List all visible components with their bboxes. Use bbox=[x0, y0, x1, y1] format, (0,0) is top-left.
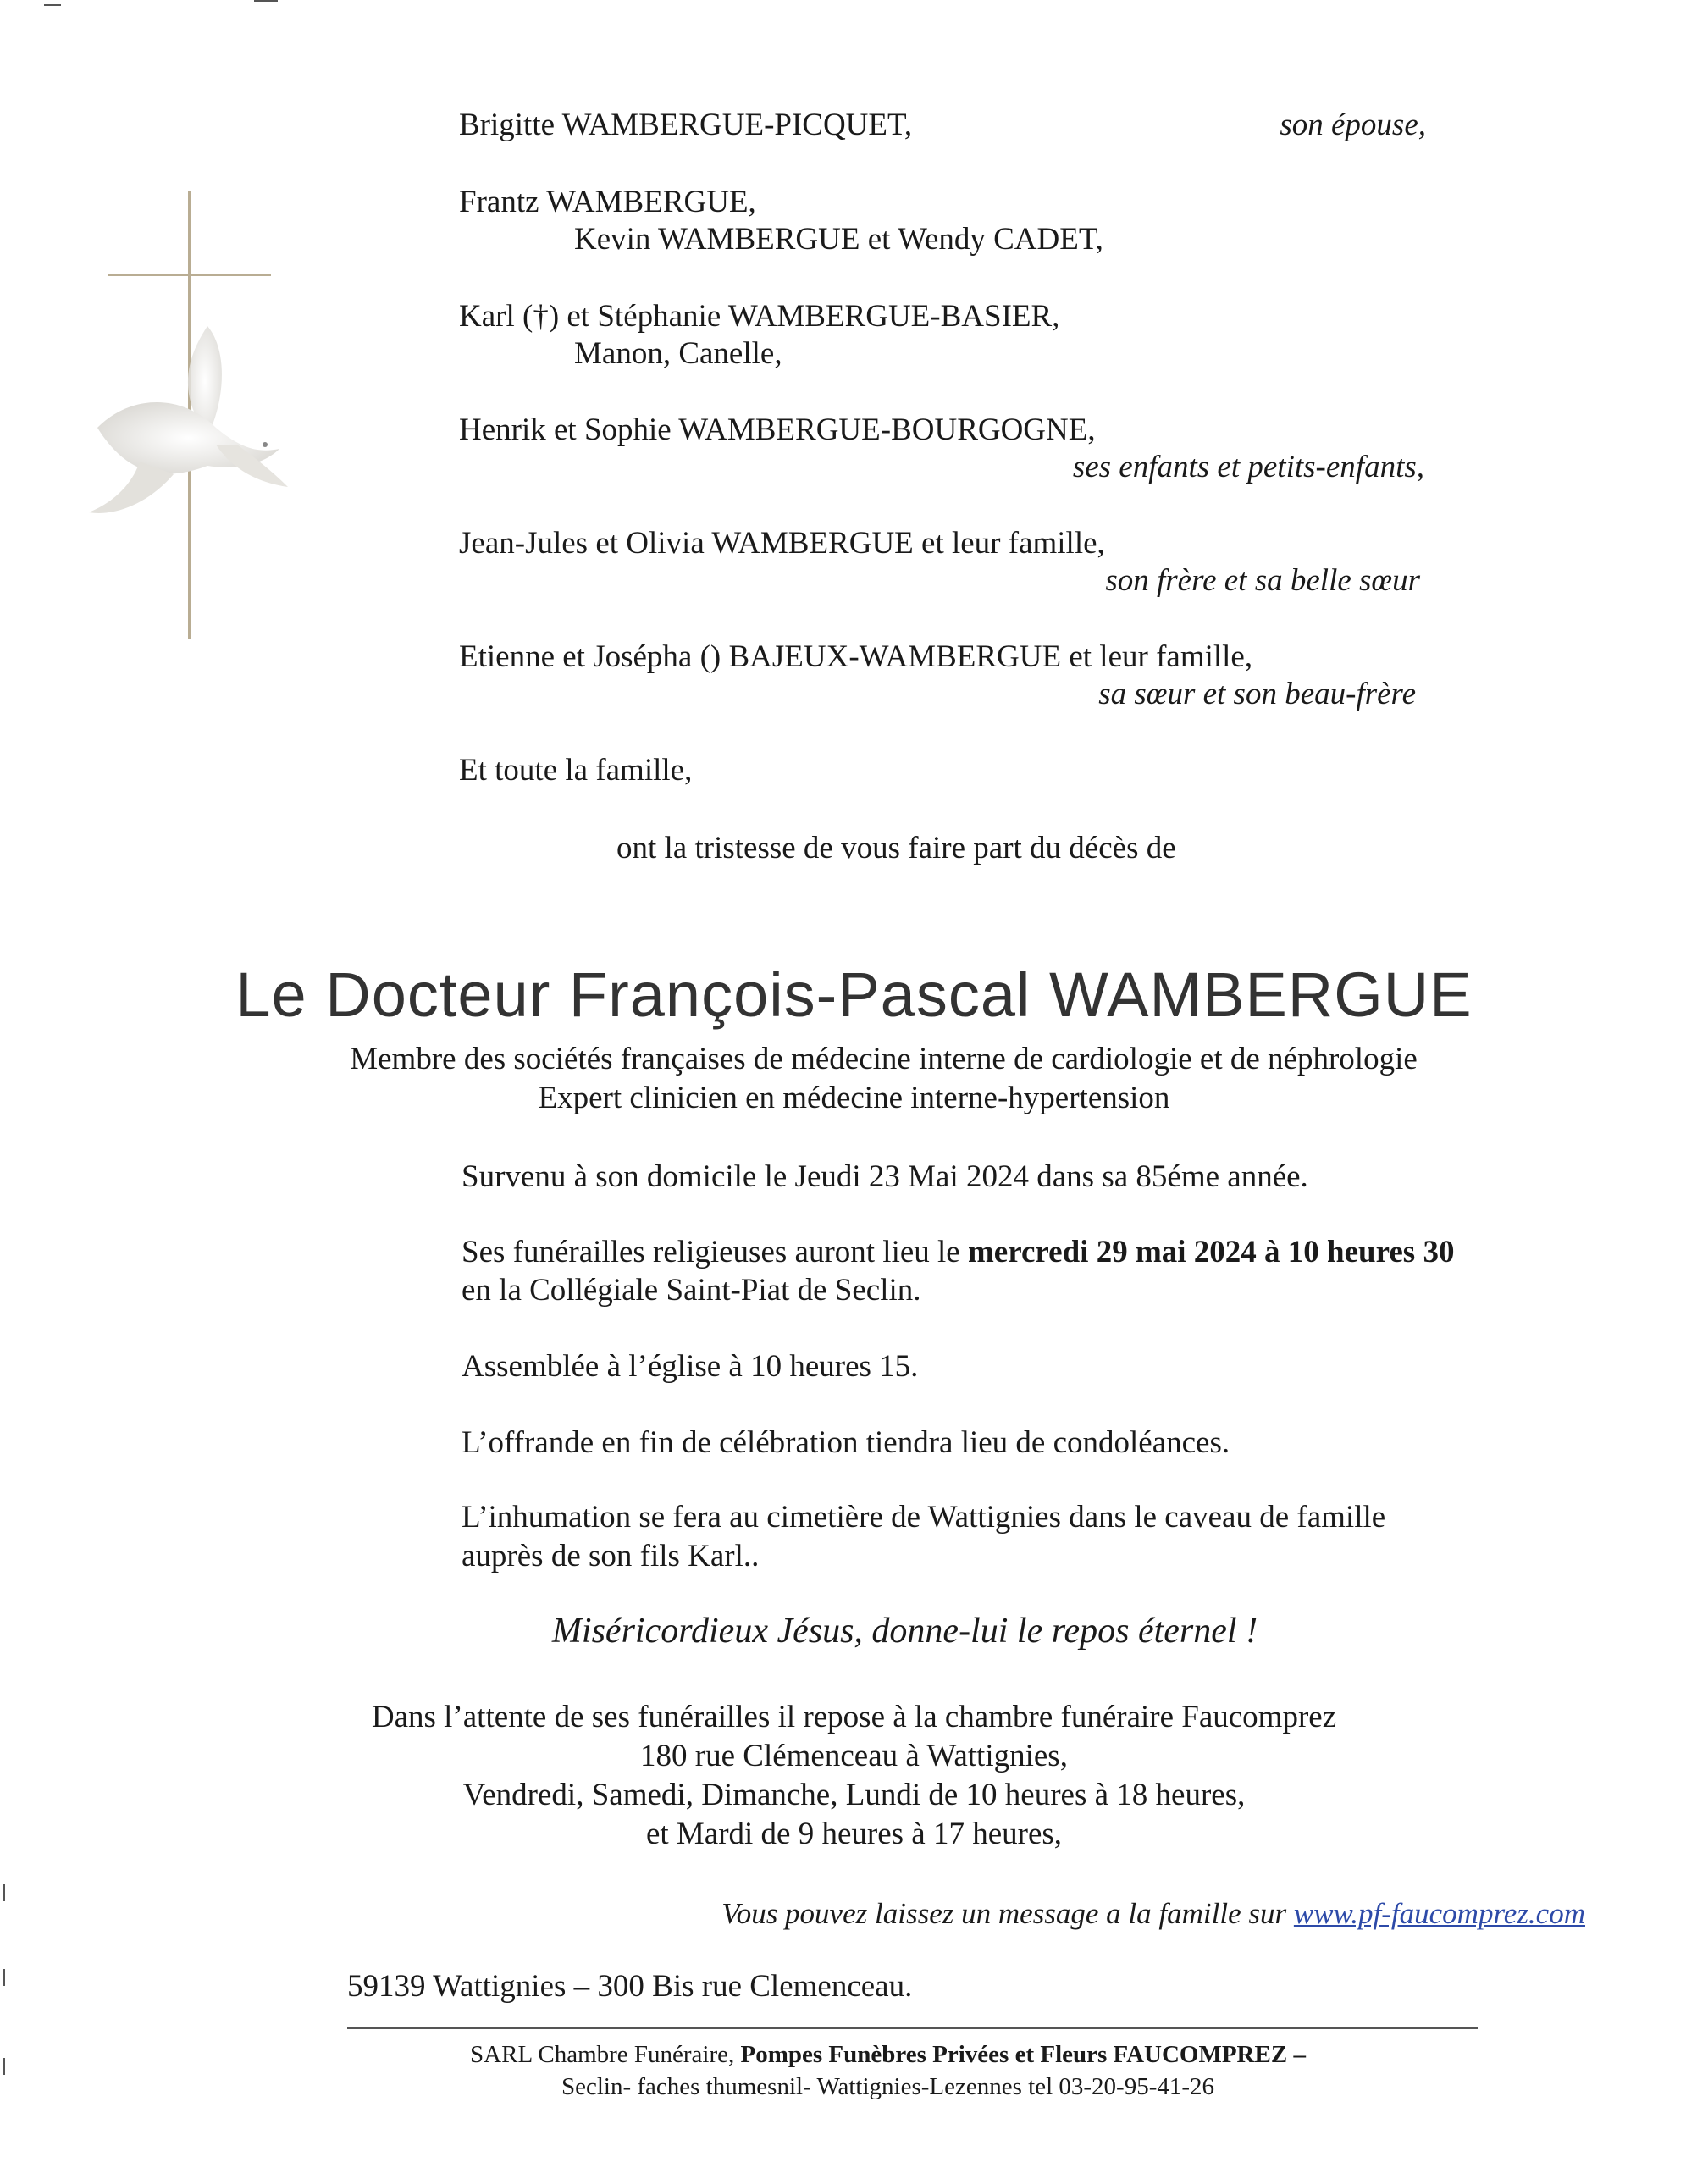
footer-company-name: Pompes Funèbres Privées et Fleurs FAUCOMPREZ – bbox=[740, 2041, 1306, 2068]
deceased-title-2: Expert clinicien en médecine interne-hypertension bbox=[538, 1081, 1170, 1115]
funeral-date: mercredi 29 mai 2024 à 10 heures 30 bbox=[967, 1235, 1455, 1269]
family-member-son: Henrik et Sophie WAMBERGUE-BOURGOGNE, bbox=[459, 412, 1096, 447]
offering-notice: L’offrande en fin de célébration tiendra lieu de condoléances. bbox=[462, 1425, 1230, 1460]
relation-children: ses enfants et petits-enfants, bbox=[1072, 450, 1424, 484]
footer-divider bbox=[347, 2027, 1478, 2029]
rest-line-1: Dans l’attente de ses funérailles il repose à la chambre funéraire Faucomprez bbox=[371, 1700, 1337, 1734]
burial-notice: L’inhumation se fera au cimetière de Wattignies dans le caveau de famille bbox=[462, 1500, 1386, 1535]
funeral-place: en la Collégiale Saint-Piat de Seclin. bbox=[462, 1273, 921, 1308]
family-member-son: Frantz WAMBERGUE, bbox=[459, 185, 756, 219]
scan-mark bbox=[254, 0, 278, 2]
scan-mark bbox=[3, 1969, 5, 1986]
rest-line-2: 180 rue Clémenceau à Wattignies, bbox=[640, 1739, 1068, 1773]
relation-spouse: son épouse, bbox=[1280, 108, 1426, 142]
deceased-title-1: Membre des sociétés françaises de médecine interne de cardiologie et de néphrologie bbox=[350, 1042, 1418, 1076]
family-member-grandchildren: Kevin WAMBERGUE et Wendy CADET, bbox=[574, 222, 1103, 257]
family-member-son: Karl (†) et Stéphanie WAMBERGUE-BASIER, bbox=[459, 299, 1060, 334]
scan-mark bbox=[3, 1884, 5, 1901]
footer-company-prefix: SARL Chambre Funéraire, bbox=[470, 2041, 741, 2068]
assembly-notice: Assemblée à l’église à 10 heures 15. bbox=[462, 1349, 919, 1384]
family-member-brother: Jean-Jules et Olivia WAMBERGUE et leur famille, bbox=[459, 526, 1105, 561]
dove-icon bbox=[80, 301, 301, 521]
funeral-text: Ses funérailles religieuses auront lieu le bbox=[462, 1235, 968, 1269]
message-line bbox=[721, 1894, 1585, 1933]
deceased-name: Le Docteur François-Pascal WAMBERGUE bbox=[235, 960, 1473, 1030]
message-text: Vous pouvez laissez un message a la famille sur bbox=[721, 1897, 1294, 1930]
relation-brother: son frère et sa belle sœur bbox=[1105, 563, 1420, 598]
website-link[interactable]: www.pf-faucomprez.com bbox=[1293, 1897, 1585, 1930]
family-member-sister: Etienne et Joséphа () BAJEUX-WAMBERGUE et leur famille, bbox=[459, 639, 1253, 674]
rest-line-4: et Mardi de 9 heures à 17 heures, bbox=[645, 1817, 1063, 1851]
death-notice: Survenu à son domicile le Jeudi 23 Mai 2024 dans sa 85éme année. bbox=[462, 1159, 1308, 1194]
rest-line-3: Vendredi, Samedi, Dimanche, Lundi de 10 heures à 18 heures, bbox=[462, 1778, 1246, 1812]
footer-line-2: Seclin- faches thumesnil- Wattignies-Lezennes tel 03-20-95-41-26 bbox=[561, 2073, 1215, 2100]
burial-notice-2: auprès de son fils Karl.. bbox=[462, 1539, 760, 1573]
cross-horizontal-bar bbox=[108, 274, 271, 276]
family-all: Et toute la famille, bbox=[459, 753, 693, 788]
scan-mark bbox=[44, 4, 61, 6]
announcement-text: ont la tristesse de vous faire part du décès de bbox=[616, 831, 1176, 866]
footer-line-1 bbox=[0, 2039, 1708, 2070]
relation-sister: sa sœur et son beau-frère bbox=[1098, 677, 1416, 711]
address: 59139 Wattignies – 300 Bis rue Clemenceau. bbox=[347, 1969, 913, 2004]
family-member-spouse: Brigitte WAMBERGUE-PICQUET, bbox=[459, 108, 913, 142]
funeral-notice bbox=[462, 1232, 1454, 1272]
family-member-grandchildren: Manon, Canelle, bbox=[574, 336, 782, 371]
prayer: Miséricordieux Jésus, donne-lui le repos éternel ! bbox=[551, 1612, 1258, 1651]
